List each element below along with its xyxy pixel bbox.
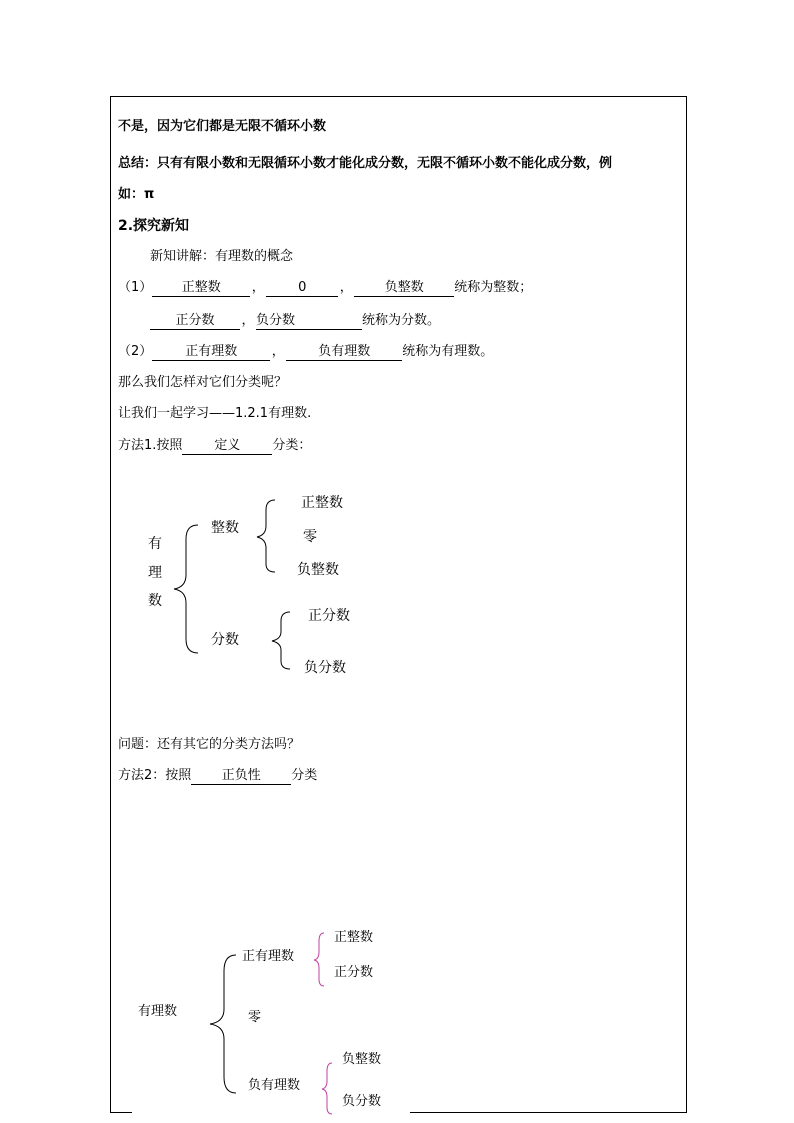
question-2: 让我们一起学习——1.2.1有理数. [118,406,312,421]
tree-2-positive-fraction: 正分数 [334,965,374,980]
blank-method-1: 定义 [182,438,272,455]
tree-1-negative-integer: 负整数 [297,562,339,578]
method-2-suffix: 分类 [291,768,318,783]
tree-1-integer: 整数 [211,520,239,536]
review-answer: 不是，因为它们都是无限不循环小数 [118,119,327,134]
blank-negative-integer: 负整数 [354,280,454,297]
table-border-bottom-right [410,1112,687,1113]
tree-1-positive-integer: 正整数 [301,495,343,511]
tree-2-negative-fraction: 负分数 [342,1094,382,1109]
method-1-prefix: 方法1.按照 [118,438,183,453]
concept-2-tail: 统称为有理数。 [402,344,494,359]
table-border-bottom-left [110,1112,132,1113]
tree-2-positive-brace [312,933,328,987]
method-2-prefix: 方法2：按照 [118,768,192,783]
tree-1-positive-fraction: 正分数 [308,608,350,624]
tree-1-root-char-3: 数 [148,593,162,609]
tree-2-positive-rational: 正有理数 [242,949,295,964]
blank-positive-rational: 正有理数 [152,344,270,361]
tree-2-negative-rational: 负有理数 [248,1078,301,1093]
tree-1-integer-brace [255,500,279,574]
blank-method-2: 正负性 [191,768,291,785]
table-border-top [110,96,687,97]
concept-2-line [118,343,493,361]
separator: ， [339,280,353,295]
blank-zero: 0 [266,280,338,297]
tree-2-zero: 零 [248,1010,262,1025]
blank-negative-rational: 负有理数 [286,344,402,361]
tree-2-positive-integer: 正整数 [334,930,374,945]
tree-1-root-char-2: 理 [148,565,162,581]
tree-2-negative-brace [320,1063,336,1115]
concept-1-line [118,279,532,297]
tree-1-zero: 零 [303,529,317,545]
method-1-suffix: 分类： [272,438,312,453]
tree-2-negative-integer: 负整数 [342,1052,382,1067]
tree-1-negative-fraction: 负分数 [304,660,346,676]
tree-1-fraction: 分数 [211,632,239,648]
question-3: 问题：还有其它的分类方法吗？ [118,737,301,752]
summary-line-1: 总结：只有有限小数和无限循环小数才能化成分数，无限不循环小数不能化成分数，例 [118,156,613,171]
blank-positive-integer: 正整数 [152,280,250,297]
tree-1-root-char-1: 有 [148,536,162,552]
summary-line-2: 如：π [118,187,155,202]
question-1: 那么我们怎样对它们分类呢？ [118,375,288,390]
concept-1-number: （1） [118,280,153,295]
concept-2-number: （2） [118,344,153,359]
tree-1-fraction-brace [270,612,294,670]
tree-2-root: 有理数 [138,1004,178,1019]
blank-positive-fraction: 正分数 [150,313,240,330]
method-1-line [118,437,311,455]
method-2-line [118,767,317,785]
section-heading: 2.探究新知 [118,218,190,234]
section-intro: 新知讲解：有理数的概念 [150,249,294,264]
blank-negative-fraction: 负分数 [256,313,362,330]
concept-1-tail-2: 统称为分数。 [362,313,441,328]
separator: ， [241,313,255,328]
concept-1-line-2 [150,312,440,330]
separator: ， [251,280,265,295]
table-border-right [686,96,687,1113]
table-border-left [110,96,111,1113]
separator: ， [271,344,285,359]
tree-2-main-brace [208,955,240,1095]
concept-1-tail: 统称为整数； [454,280,533,295]
tree-1-main-brace [172,525,202,655]
